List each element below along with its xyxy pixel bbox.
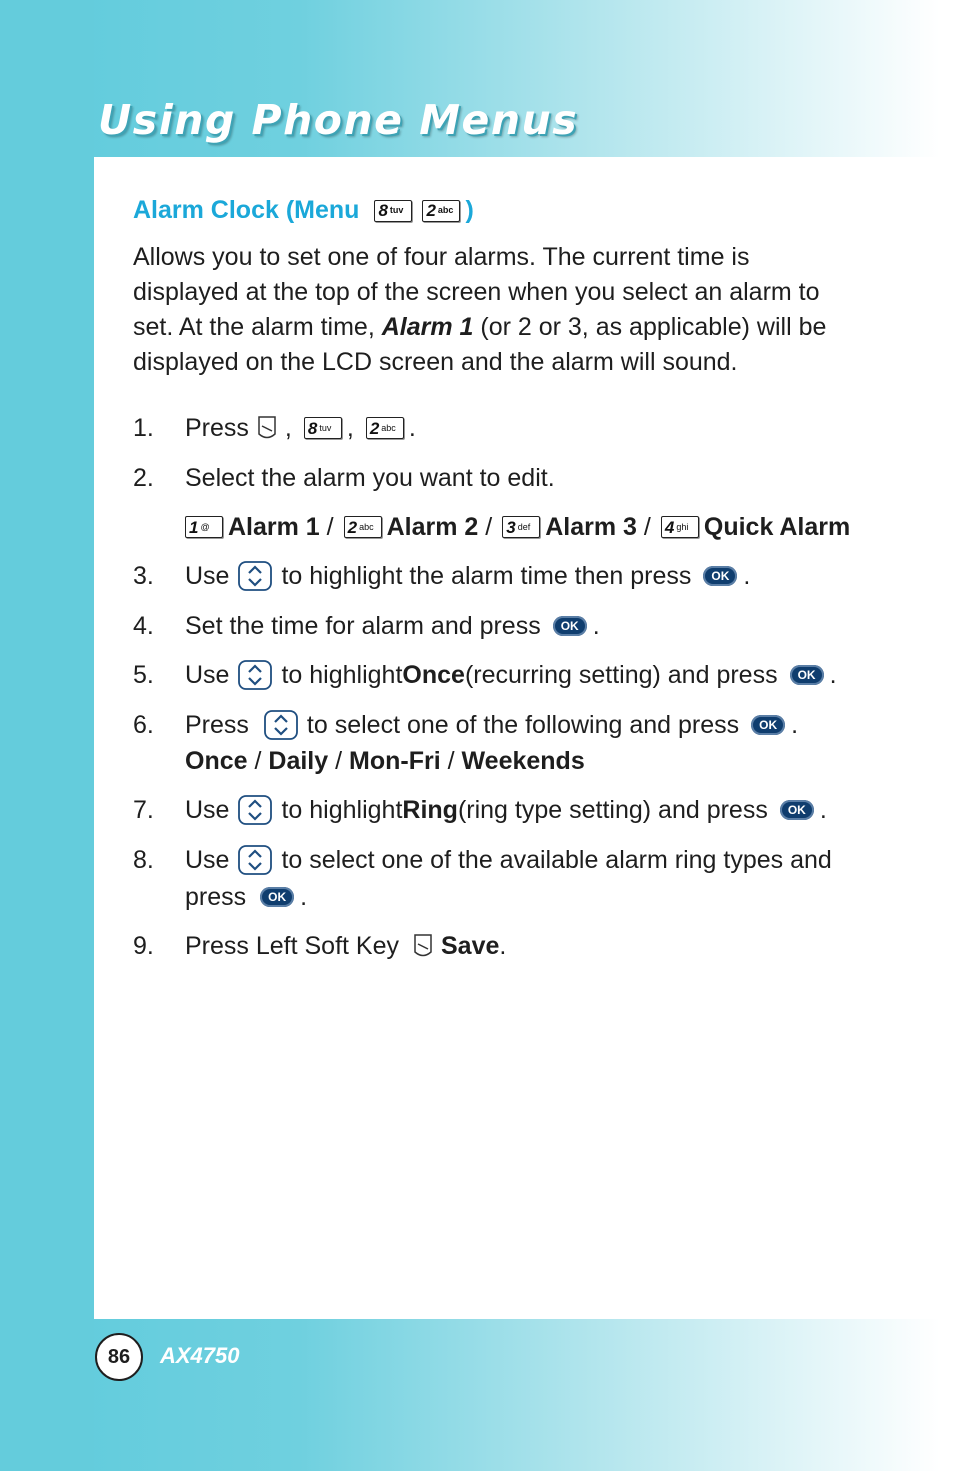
nav-up-down-icon (237, 560, 273, 592)
section-heading-text: Alarm Clock (Menu (133, 196, 360, 224)
page-title: Using Phone Menus (98, 96, 579, 144)
key-3-icon: 3 def (502, 516, 540, 538)
key-8-icon: 8 tuv (374, 200, 412, 222)
ok-button-icon: OK (751, 715, 785, 735)
step-8-continued: press OK . (185, 882, 308, 911)
key-4-icon: 4 ghi (661, 516, 699, 538)
key-1-icon: 1 @ (185, 516, 223, 538)
key-2-icon: 2 abc (422, 200, 460, 222)
step-7: 7. Use to highlight Ring (ring type setting) and press OK . (133, 792, 827, 828)
section-heading-close: ) (465, 196, 474, 224)
step-9: 9. Press Left Soft Key Save . (133, 931, 507, 960)
nav-up-down-icon (237, 794, 273, 826)
page-number: 86 (95, 1333, 143, 1381)
ok-button-icon: OK (260, 887, 294, 907)
key-2-icon: 2 abc (344, 516, 382, 538)
repeat-options: Once / Daily / Mon-Fri / Weekends (185, 746, 585, 775)
step-1: 1. Press , 8 tuv , 2 abc . (133, 413, 416, 442)
section-heading (133, 196, 474, 225)
intro-alarm-1: Alarm 1 (381, 313, 474, 341)
ok-button-icon: OK (553, 616, 587, 636)
model-name: AX4750 (160, 1343, 240, 1368)
sidebar-strip (0, 0, 94, 1471)
key-8-icon: 8 tuv (304, 417, 342, 439)
ok-button-icon: OK (703, 566, 737, 586)
nav-up-down-icon (263, 709, 299, 741)
alarm-options: 1 @ Alarm 1 / 2 abc Alarm 2 / 3 def Alarm 3 / 4 ghi Quick Alarm (185, 509, 850, 545)
ok-button-icon: OK (780, 800, 814, 820)
nav-up-down-icon (237, 844, 273, 876)
step-5: 5. Use to highlight Once (recurring setting) and press OK . (133, 657, 837, 693)
nav-up-down-icon (237, 659, 273, 691)
ok-button-icon: OK (790, 665, 824, 685)
step-4: 4. Set the time for alarm and press OK . (133, 611, 600, 640)
soft-key-icon (411, 932, 435, 960)
soft-key-icon (255, 414, 279, 442)
step-2: 2. Select the alarm you want to edit. (133, 463, 555, 492)
step-6: 6. Press to select one of the following and press OK . (133, 707, 798, 743)
step-3: 3. Use to highlight the alarm time then press OK . (133, 558, 750, 594)
intro-paragraph: Allows you to set one of four alarms. The current time is displayed at the top of the screen when you select an alarm to set. At the alarm time, Alarm 1 (or 2 or 3, as applicable) will be displayed on the LCD screen and the alarm will sound. (133, 243, 827, 376)
step-8: 8. Use to select one of the available alarm ring types and (133, 842, 832, 878)
key-2-icon: 2 abc (366, 417, 404, 439)
